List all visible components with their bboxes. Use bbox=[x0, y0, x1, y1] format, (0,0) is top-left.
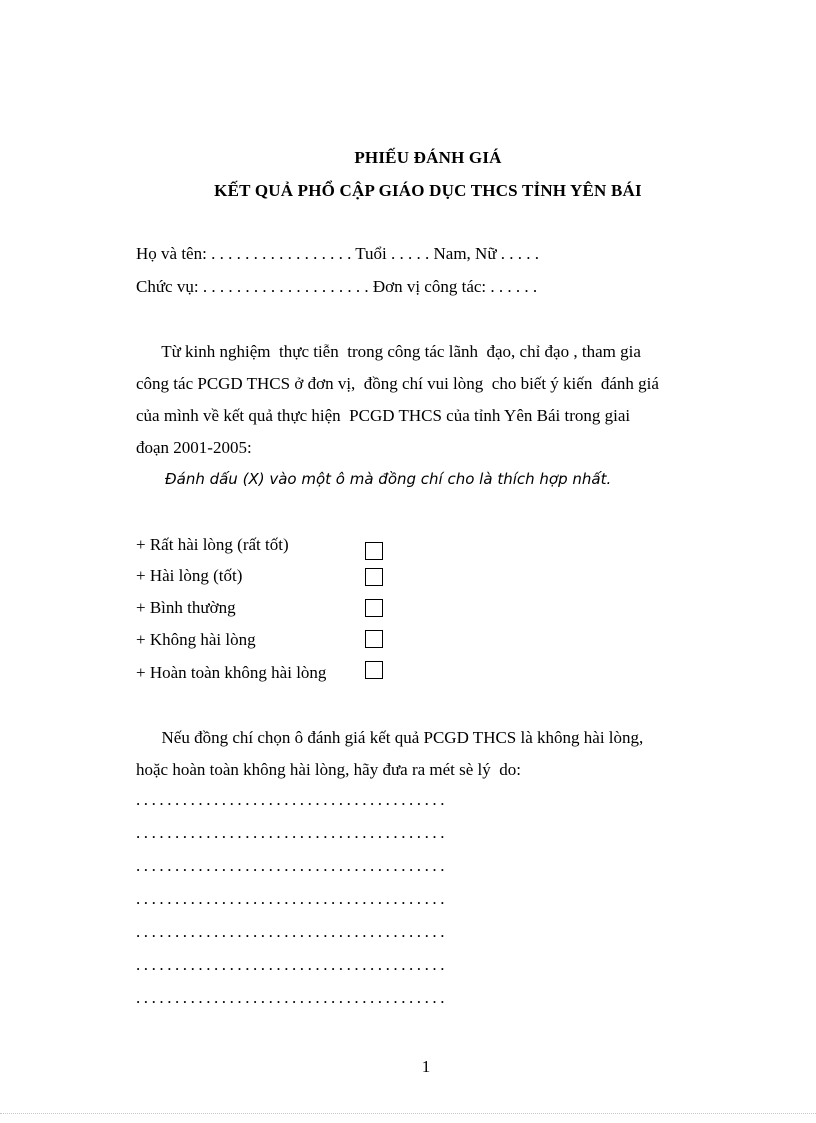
followup-line-2: hoặc hoàn toàn không hài lòng, hãy đưa ra mét sè lý do: bbox=[136, 760, 522, 779]
answer-line-3[interactable]: ........................................ bbox=[136, 856, 448, 875]
answer-line-2[interactable]: ........................................ bbox=[136, 823, 448, 842]
form-subtitle: KẾT QUẢ PHỔ CẬP GIÁO DỤC THCS TỈNH YÊN BÁI bbox=[214, 181, 642, 200]
option-label-satisfied: + Hài lòng (tốt) bbox=[136, 566, 243, 585]
checkbox-normal[interactable] bbox=[365, 599, 383, 617]
intro-line-4: đoạn 2001-2005: bbox=[136, 438, 252, 457]
name-age-gender-field[interactable]: Họ và tên: . . . . . . . . . . . . . . . . . Tuổi . . . . . Nam, Nữ . . . . . bbox=[136, 244, 540, 263]
checkbox-very-satisfied[interactable] bbox=[365, 542, 383, 560]
answer-line-1[interactable]: ........................................ bbox=[136, 790, 448, 809]
intro-line-1: Từ kinh nghiệm thực tiễn trong công tác lãnh đạo, chỉ đạo , tham gia bbox=[136, 342, 641, 361]
checkbox-not-satisfied[interactable] bbox=[365, 630, 383, 648]
answer-line-6[interactable]: ........................................ bbox=[136, 955, 448, 974]
page-bottom-divider bbox=[0, 1113, 816, 1114]
answer-line-4[interactable]: ........................................ bbox=[136, 889, 448, 908]
followup-line-1: Nếu đồng chí chọn ô đánh giá kết quả PCGD THCS là không hài lòng, bbox=[136, 728, 644, 747]
instruction-text: Đánh dấu (X) vào một ô mà đồng chí cho là thích hợp nhất. bbox=[165, 470, 612, 488]
intro-line-3: của mình về kết quả thực hiện PCGD THCS của tỉnh Yên Bái trong giai bbox=[136, 406, 631, 425]
option-label-normal: + Bình thường bbox=[136, 598, 236, 617]
answer-line-7[interactable]: ........................................ bbox=[136, 988, 448, 1007]
intro-line-2: công tác PCGD THCS ở đơn vị, đồng chí vui lòng cho biết ý kiến đánh giá bbox=[136, 374, 659, 393]
option-label-completely-not-satisfied: + Hoàn toàn không hài lòng bbox=[136, 663, 327, 682]
answer-line-5[interactable]: ........................................ bbox=[136, 922, 448, 941]
form-title: PHIẾU ĐÁNH GIÁ bbox=[354, 148, 502, 167]
checkbox-satisfied[interactable] bbox=[365, 568, 383, 586]
option-label-not-satisfied: + Không hài lòng bbox=[136, 630, 256, 649]
position-unit-field[interactable]: Chức vụ: . . . . . . . . . . . . . . . . . . . . Đơn vị công tác: . . . . . . bbox=[136, 277, 538, 296]
checkbox-completely-not-satisfied[interactable] bbox=[365, 661, 383, 679]
option-label-very-satisfied: + Rất hài lòng (rất tốt) bbox=[136, 535, 289, 554]
page-number: 1 bbox=[421, 1057, 431, 1076]
